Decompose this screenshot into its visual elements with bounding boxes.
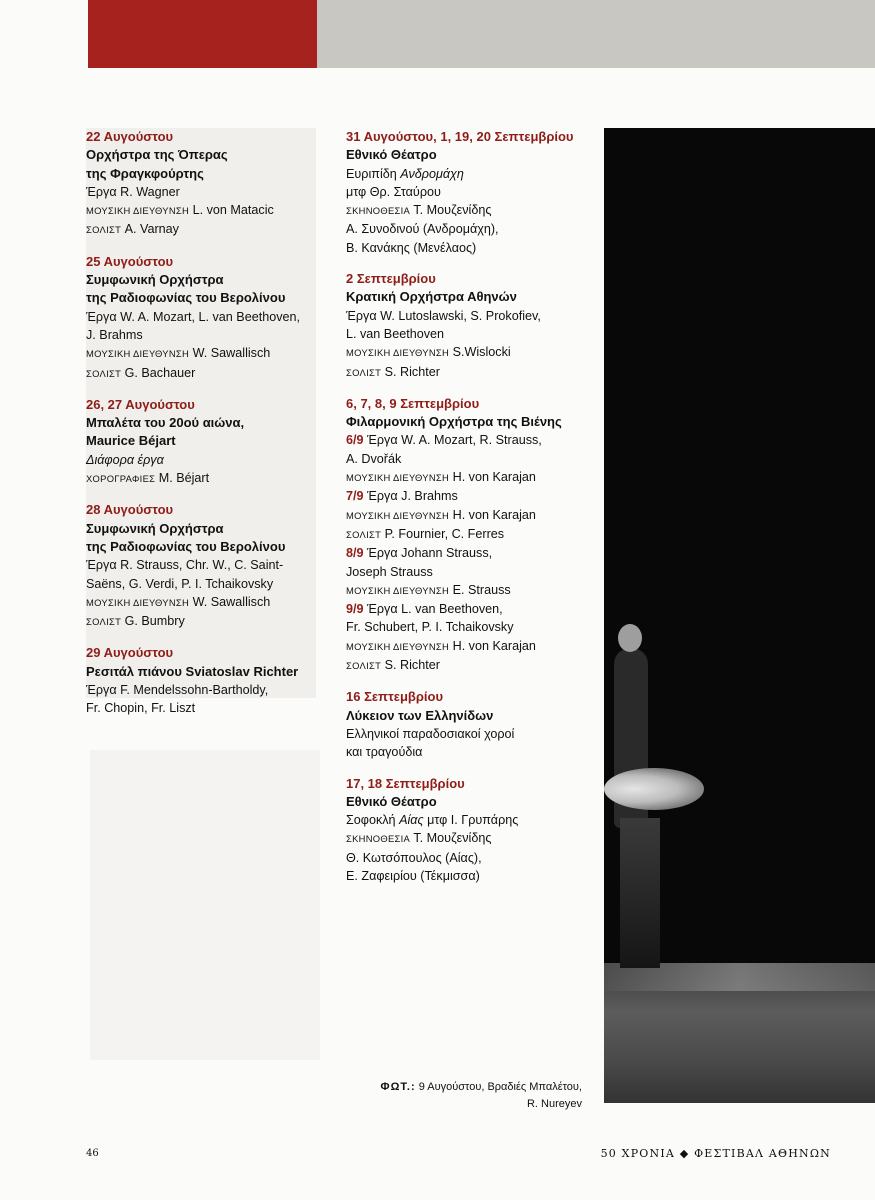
line-text: W. A. Mozart, L. van Beethoven, bbox=[120, 309, 301, 324]
line-text: G. Bachauer bbox=[124, 365, 196, 380]
line-text: Fr. Chopin, Fr. Liszt bbox=[86, 701, 196, 716]
entry-line bbox=[346, 363, 596, 382]
line-text: E. Strauss bbox=[452, 582, 511, 597]
line-text: P. Fournier, C. Ferres bbox=[384, 526, 505, 541]
line-text: M. Béjart bbox=[158, 471, 210, 486]
entry-line bbox=[86, 612, 326, 631]
line-text: Α. Συνοδινού (Ανδρομάχη), bbox=[346, 222, 499, 237]
entry-line bbox=[346, 656, 596, 675]
entry-line bbox=[346, 201, 596, 220]
program-entry bbox=[346, 128, 596, 257]
line-text: Αίας bbox=[399, 813, 424, 828]
entry-line bbox=[346, 525, 596, 544]
photo-dancer-head bbox=[618, 624, 642, 652]
role-label: ΣΟΛΙΣΤ bbox=[346, 366, 382, 378]
role-label: ΜΟΥΣΙΚΗ ΔΙΕΥΘΥΝΣΗ bbox=[86, 596, 190, 608]
role-label: ΜΟΥΣΙΚΗ ΔΙΕΥΘΥΝΣΗ bbox=[346, 640, 450, 652]
entry-line bbox=[346, 600, 596, 618]
line-text: H. von Karajan bbox=[452, 507, 536, 522]
entry-venue: Εθνικό Θέατρο bbox=[346, 147, 437, 163]
line-text: S. Richter bbox=[384, 364, 440, 379]
line-text: W. Sawallisch bbox=[192, 346, 271, 361]
entry-line bbox=[346, 239, 596, 257]
header-red-block bbox=[88, 0, 317, 68]
entry-day: 9/9 bbox=[346, 602, 364, 617]
line-text: J. Brahms bbox=[86, 327, 143, 342]
entry-venue: Συμφωνική Ορχήστρα bbox=[86, 272, 224, 288]
entry-line bbox=[346, 725, 596, 743]
entry-date: 16 Σεπτεμβρίου bbox=[346, 689, 444, 705]
line-text: A. Varnay bbox=[124, 222, 179, 237]
entry-date: 26, 27 Αυγούστου bbox=[86, 396, 195, 412]
entry-venue: Λύκειον των Ελληνίδων bbox=[346, 707, 494, 723]
entry-line bbox=[86, 201, 326, 220]
line-text: L. von Matacic bbox=[192, 203, 274, 218]
entry-day: 8/9 bbox=[346, 546, 364, 561]
caption-label: ΦΩΤ.: bbox=[380, 1081, 416, 1093]
role-label: ΜΟΥΣΙΚΗ ΔΙΕΥΘΥΝΣΗ bbox=[346, 472, 450, 484]
entry-line bbox=[86, 681, 326, 699]
caption-text-2: R. Nureyev bbox=[526, 1098, 582, 1110]
role-label: ΣΚΗΝΟΘΕΣΙΑ bbox=[346, 833, 411, 845]
line-text: Joseph Strauss bbox=[346, 564, 433, 579]
line-prefix: Σοφοκλή bbox=[346, 813, 396, 828]
entry-line bbox=[346, 544, 596, 562]
caption-text: 9 Αυγούστου, Βραδιές Μπαλέτου, bbox=[418, 1081, 582, 1093]
role-label: ΣΟΛΙΣΤ bbox=[86, 616, 122, 628]
entry-line bbox=[346, 165, 596, 183]
entry-line bbox=[346, 307, 596, 325]
bleed-through-area bbox=[90, 750, 320, 1060]
entry-date: 25 Αυγούστου bbox=[86, 253, 174, 269]
photo-dancer-legs bbox=[620, 818, 660, 968]
entry-line bbox=[86, 699, 326, 717]
entry-line bbox=[346, 450, 596, 468]
photo-dancer-tutu bbox=[604, 768, 704, 810]
line-suffix: μτφ Ι. Γρυπάρης bbox=[427, 813, 519, 828]
line-prefix: Έργα bbox=[86, 309, 117, 324]
entry-date: 6, 7, 8, 9 Σεπτεμβρίου bbox=[346, 395, 480, 411]
line-text: Johann Strauss, bbox=[401, 546, 493, 561]
program-entry bbox=[346, 688, 596, 761]
role-label: ΣΟΛΙΣΤ bbox=[86, 367, 122, 379]
program-entry bbox=[86, 128, 326, 240]
entry-line bbox=[346, 468, 596, 487]
program-entry bbox=[86, 644, 326, 717]
photo-ballet-dancer bbox=[604, 128, 875, 1103]
entry-venue: Συμφωνική Ορχήστρα bbox=[86, 520, 224, 536]
entry-line bbox=[346, 618, 596, 636]
entry-venue: της Ραδιοφωνίας του Βερολίνου bbox=[86, 538, 286, 554]
line-text: Β. Κανάκης (Μενέλαος) bbox=[346, 240, 477, 255]
entry-line bbox=[346, 183, 596, 201]
entry-line bbox=[86, 575, 326, 593]
line-text: W. Sawallisch bbox=[192, 594, 271, 609]
entry-day: 6/9 bbox=[346, 433, 364, 448]
line-prefix: Έργα bbox=[86, 683, 117, 698]
entry-line bbox=[346, 637, 596, 656]
line-text: Θ. Κωτσόπουλος (Αίας), bbox=[346, 850, 482, 865]
line-prefix: Έργα bbox=[367, 602, 398, 617]
entry-venue: Maurice Béjart bbox=[86, 433, 176, 449]
line-text: W. A. Mozart, R. Strauss, bbox=[401, 433, 542, 448]
entry-line bbox=[346, 563, 596, 581]
entry-venue: της Ραδιοφωνίας του Βερολίνου bbox=[86, 290, 286, 306]
line-text: L. van Beethoven bbox=[346, 326, 445, 341]
entry-line bbox=[86, 451, 326, 469]
line-text: Ε. Ζαφειρίου (Τέκμισσα) bbox=[346, 868, 480, 883]
program-entry bbox=[346, 395, 596, 675]
role-label: ΣΚΗΝΟΘΕΣΙΑ bbox=[346, 205, 411, 217]
program-entry bbox=[346, 270, 596, 382]
line-text: H. von Karajan bbox=[452, 470, 536, 485]
entry-date: 22 Αυγούστου bbox=[86, 129, 174, 144]
entry-venue: Εθνικό Θέατρο bbox=[346, 793, 437, 809]
line-text: H. von Karajan bbox=[452, 638, 536, 653]
role-label: ΜΟΥΣΙΚΗ ΔΙΕΥΘΥΝΣΗ bbox=[86, 348, 190, 360]
line-text: S. Richter bbox=[384, 658, 440, 673]
line-text: Διάφορα έργα bbox=[86, 452, 164, 467]
line-text: Τ. Μουζενίδης bbox=[413, 203, 492, 218]
entry-venue: Μπαλέτα του 20ού αιώνα, bbox=[86, 415, 245, 431]
entry-line bbox=[346, 867, 596, 885]
entry-line bbox=[346, 431, 596, 449]
entry-line bbox=[346, 506, 596, 525]
photo-caption bbox=[322, 1079, 582, 1113]
entry-line bbox=[346, 849, 596, 867]
entry-date: 28 Αυγούστου bbox=[86, 502, 174, 518]
program-entry bbox=[86, 396, 326, 488]
entry-line bbox=[346, 811, 596, 829]
role-label: ΣΟΛΙΣΤ bbox=[346, 660, 382, 672]
line-prefix: Έργα bbox=[367, 489, 398, 504]
program-entry bbox=[86, 253, 326, 383]
line-prefix: Έργα bbox=[86, 184, 117, 199]
line-prefix: Έργα bbox=[346, 308, 377, 323]
entry-line bbox=[86, 593, 326, 612]
entry-line bbox=[346, 581, 596, 600]
entry-line bbox=[86, 308, 326, 326]
entry-line bbox=[346, 220, 596, 238]
line-prefix: Ευριπίδη bbox=[346, 166, 397, 181]
entry-line bbox=[86, 556, 326, 574]
line-text: Ανδρομάχη bbox=[400, 166, 464, 181]
line-text: G. Bumbry bbox=[124, 614, 185, 629]
entry-line bbox=[346, 343, 596, 362]
line-text: F. Mendelssohn-Bartholdy, bbox=[120, 683, 269, 698]
line-text: Τ. Μουζενίδης bbox=[413, 831, 492, 846]
entry-day: 7/9 bbox=[346, 489, 364, 504]
line-prefix: Έργα bbox=[367, 433, 398, 448]
entry-line bbox=[86, 364, 326, 383]
role-label: ΜΟΥΣΙΚΗ ΔΙΕΥΘΥΝΣΗ bbox=[346, 347, 450, 359]
entry-line bbox=[346, 829, 596, 848]
entry-date: 29 Αυγούστου bbox=[86, 645, 174, 661]
role-label: ΣΟΛΙΣΤ bbox=[86, 224, 122, 236]
entry-venue: της Φραγκφούρτης bbox=[86, 165, 204, 181]
page-number: 46 bbox=[86, 1148, 99, 1159]
entry-date: 17, 18 Σεπτεμβρίου bbox=[346, 775, 465, 791]
running-footer: 50 ΧΡΟΝΙΑ ◆ ΦΕΣΤΙΒΑΛ ΑΘΗΝΩΝ bbox=[600, 1147, 831, 1160]
entry-date: 31 Αυγούστου, 1, 19, 20 Σεπτεμβρίου bbox=[346, 129, 574, 144]
entry-venue: Ορχήστρα της Όπερας bbox=[86, 147, 228, 163]
line-text: A. Dvořák bbox=[346, 451, 402, 466]
role-label: ΜΟΥΣΙΚΗ ΔΙΕΥΘΥΝΣΗ bbox=[346, 584, 450, 596]
entry-line bbox=[86, 469, 326, 488]
line-text: R. Wagner bbox=[120, 184, 180, 199]
entry-venue: Φιλαρμονική Ορχήστρα της Βιένης bbox=[346, 414, 562, 430]
line-text: μτφ Θρ. Σταύρου bbox=[346, 184, 441, 199]
line-text: Ελληνικοί παραδοσιακοί χοροί bbox=[346, 726, 515, 741]
entry-line bbox=[346, 487, 596, 505]
line-prefix: Έργα bbox=[86, 558, 117, 573]
line-text: S.Wislocki bbox=[452, 345, 511, 360]
entry-line bbox=[86, 326, 326, 344]
entry-venue: Ρεσιτάλ πιάνου Sviatoslav Richter bbox=[86, 663, 299, 679]
program-entry bbox=[86, 501, 326, 631]
entry-line bbox=[346, 743, 596, 761]
line-text: Fr. Schubert, P. I. Tchaikovsky bbox=[346, 620, 514, 635]
role-label: ΧΟΡΟΓΡΑΦΙΕΣ bbox=[86, 473, 156, 485]
role-label: ΜΟΥΣΙΚΗ ΔΙΕΥΘΥΝΣΗ bbox=[346, 509, 450, 521]
entry-line bbox=[86, 344, 326, 363]
entry-date: 2 Σεπτεμβρίου bbox=[346, 271, 436, 287]
line-text: και τραγούδια bbox=[346, 745, 423, 760]
header-grey-block bbox=[317, 0, 875, 68]
line-text: R. Strauss, Chr. W., C. Saint- bbox=[120, 558, 284, 573]
entry-venue: Κρατική Ορχήστρα Αθηνών bbox=[346, 289, 517, 305]
entry-line bbox=[86, 220, 326, 239]
line-prefix: Έργα bbox=[367, 546, 398, 561]
line-text: J. Brahms bbox=[401, 489, 458, 504]
entry-line bbox=[346, 325, 596, 343]
role-label: ΣΟΛΙΣΤ bbox=[346, 528, 382, 540]
line-text: W. Lutoslawski, S. Prokofiev, bbox=[380, 308, 541, 323]
left-column bbox=[86, 128, 326, 731]
role-label: ΜΟΥΣΙΚΗ ΔΙΕΥΘΥΝΣΗ bbox=[86, 205, 190, 217]
entry-line bbox=[86, 183, 326, 201]
program-entry bbox=[346, 775, 596, 886]
line-text: L. van Beethoven, bbox=[401, 602, 503, 617]
line-text: Saëns, G. Verdi, P. I. Tchaikovsky bbox=[86, 576, 274, 591]
right-column bbox=[346, 128, 596, 898]
